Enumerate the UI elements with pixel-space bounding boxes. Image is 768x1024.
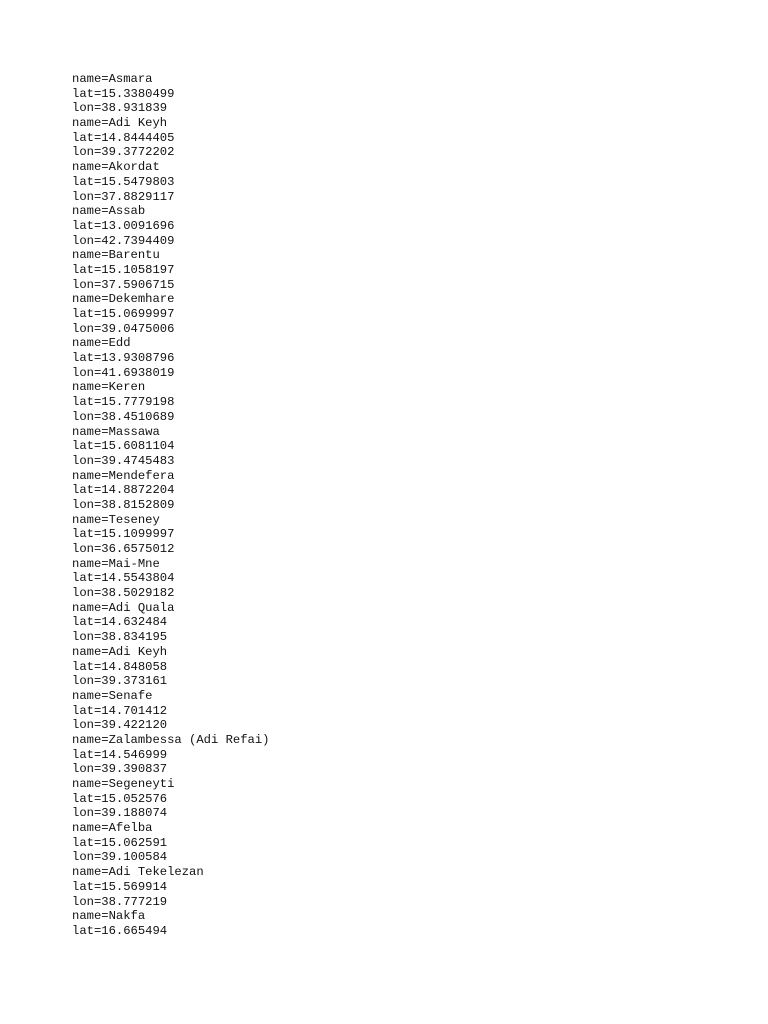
text-line: lon=39.188074 xyxy=(72,806,168,821)
text-line: lon=38.777219 xyxy=(72,894,168,909)
text-line: name=Adi Tekelezan xyxy=(72,865,204,880)
text-line: name=Adi Keyh xyxy=(72,644,168,659)
text-line: name=Zalambessa (Adi Refai) xyxy=(72,732,270,747)
text-line: name=Mai-Mne xyxy=(72,556,160,571)
text-line: lon=41.6938019 xyxy=(72,365,175,380)
text-line: lat=15.0699997 xyxy=(72,307,175,321)
text-line: name=Adi Quala xyxy=(72,600,175,615)
text-line: lon=38.834195 xyxy=(72,630,168,645)
text-line: lat=14.5543804 xyxy=(72,571,175,586)
text-line: lat=15.3380499 xyxy=(72,86,175,101)
text-line: lon=39.373161 xyxy=(72,674,168,689)
text-line: name=Akordat xyxy=(72,160,160,175)
text-line: lat=14.848058 xyxy=(72,659,168,674)
text-line: name=Massawa xyxy=(72,424,160,439)
text-line: name=Nakfa xyxy=(72,909,146,924)
text-line: lon=42.7394409 xyxy=(72,233,175,248)
text-line: lat=15.7779198 xyxy=(72,395,175,410)
text-line: name=Asmara xyxy=(72,72,153,86)
document-text-body xyxy=(72,72,269,939)
text-line: name=Dekemhare xyxy=(72,292,175,307)
text-line: name=Assab xyxy=(72,204,146,219)
text-line: lat=15.6081104 xyxy=(72,439,175,454)
text-line: lat=15.5479803 xyxy=(72,174,175,189)
text-line: name=Senafe xyxy=(72,688,153,703)
text-line: lon=39.422120 xyxy=(72,718,168,733)
text-line: name=Edd xyxy=(72,336,131,351)
text-line: lon=39.100584 xyxy=(72,850,168,865)
text-line: lat=15.1058197 xyxy=(72,262,175,277)
text-line: lon=39.390837 xyxy=(72,762,168,777)
text-line: lon=37.5906715 xyxy=(72,277,175,292)
text-line: name=Keren xyxy=(72,380,146,395)
text-line: name=Segeneyti xyxy=(72,777,175,791)
text-line: name=Adi Keyh xyxy=(72,116,168,131)
text-line: lat=15.052576 xyxy=(72,791,168,806)
text-line: lat=13.9308796 xyxy=(72,351,175,366)
text-line: lat=15.1099997 xyxy=(72,527,175,542)
text-line: name=Teseney xyxy=(72,512,160,527)
text-line: lat=14.632484 xyxy=(72,615,168,630)
text-line: lat=15.062591 xyxy=(72,835,168,850)
text-line: name=Barentu xyxy=(72,248,160,263)
text-line: name=Mendefera xyxy=(72,468,175,483)
text-line: lat=13.0091696 xyxy=(72,218,175,233)
text-line: lon=37.8829117 xyxy=(72,189,175,204)
text-line: lon=39.0475006 xyxy=(72,321,175,336)
text-line: name=Afelba xyxy=(72,821,153,836)
text-line: lon=39.4745483 xyxy=(72,453,175,468)
text-line: lat=14.546999 xyxy=(72,747,168,762)
text-line: lat=14.701412 xyxy=(72,703,168,718)
text-line: lat=16.665494 xyxy=(72,923,168,938)
text-line: lon=38.931839 xyxy=(72,101,168,116)
text-line: lat=15.569914 xyxy=(72,879,168,894)
text-line: lon=38.4510689 xyxy=(72,409,175,424)
text-line: lon=38.8152809 xyxy=(72,497,175,512)
text-line: lat=14.8444405 xyxy=(72,130,175,145)
text-line: lon=39.3772202 xyxy=(72,145,175,160)
text-line: lat=14.8872204 xyxy=(72,483,175,498)
text-line: lon=38.5029182 xyxy=(72,586,175,601)
text-line: lon=36.6575012 xyxy=(72,542,175,556)
